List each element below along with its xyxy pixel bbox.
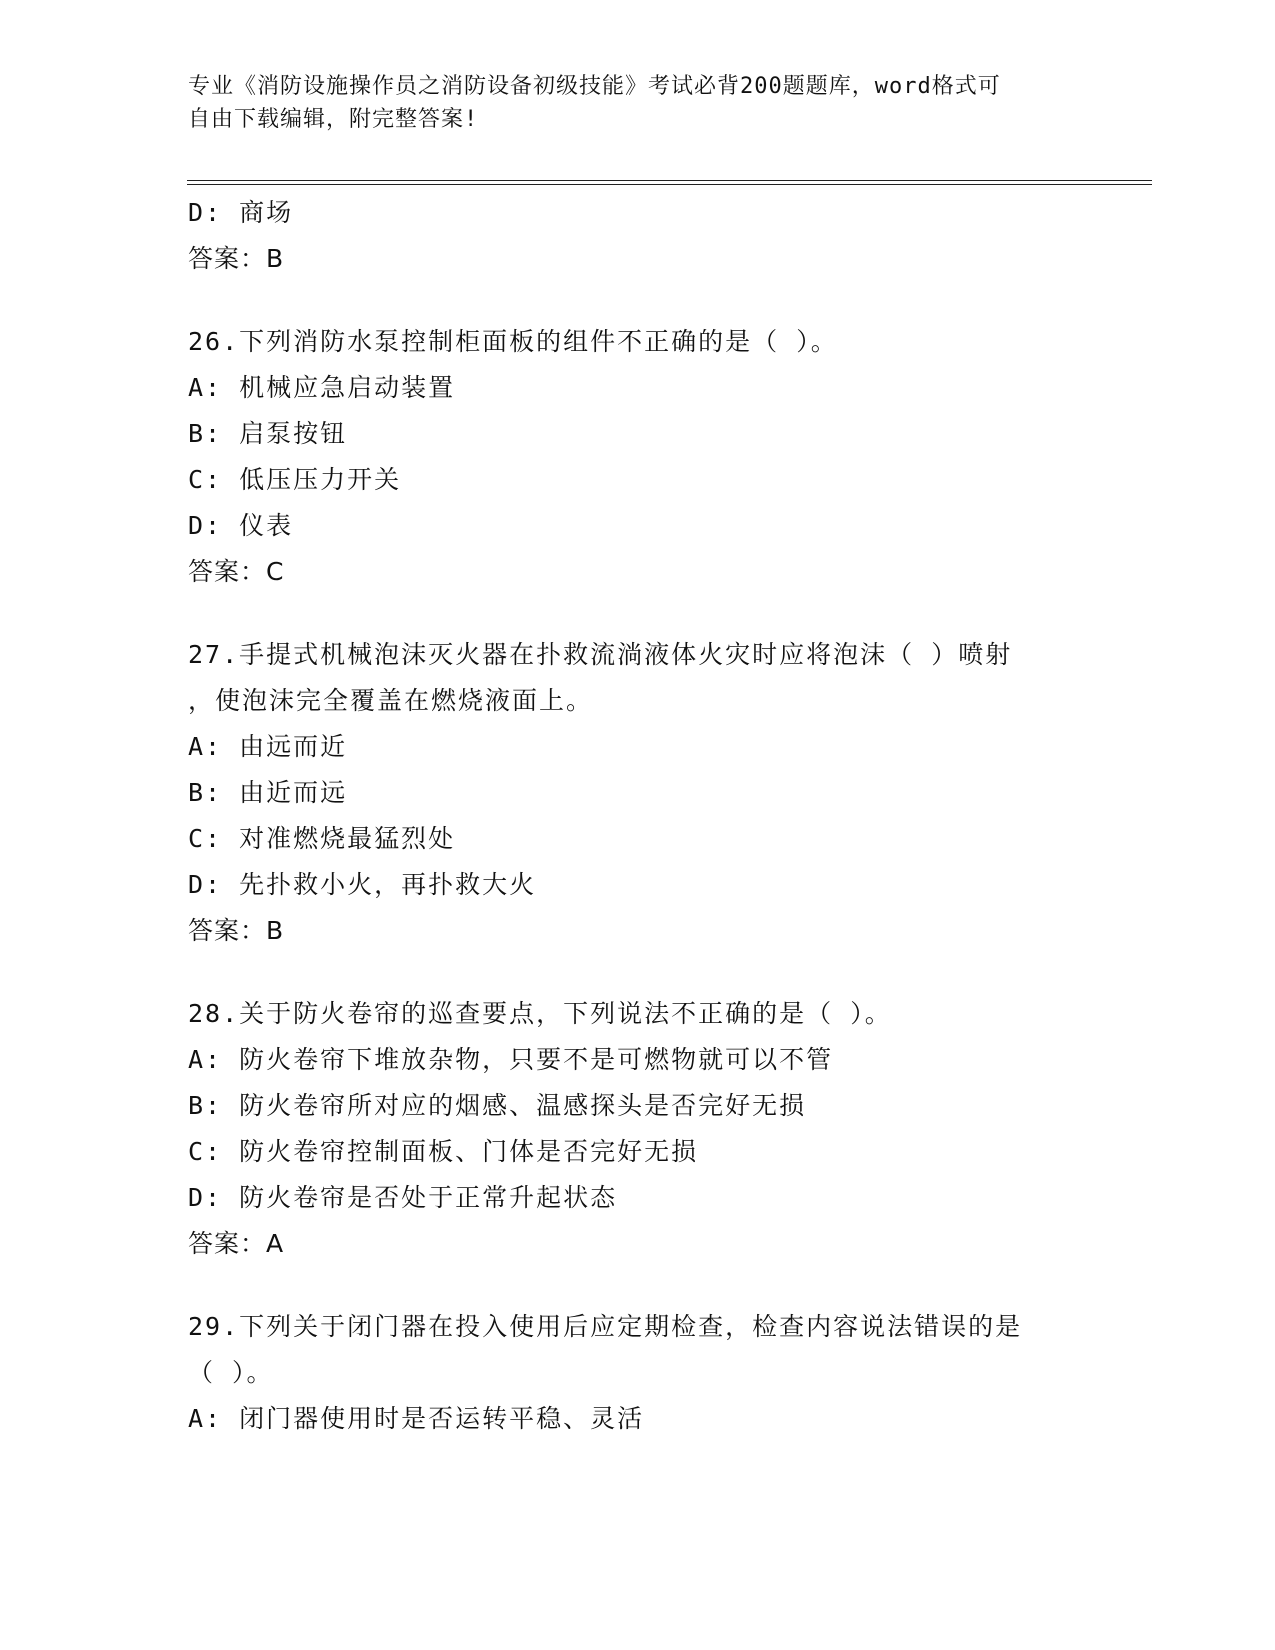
q28-option-a: A: 防火卷帘下堆放杂物，只要不是可燃物就可以不管 (188, 1045, 834, 1074)
q26-option-d: D: 仪表 (188, 511, 294, 540)
q26-option-c: C: 低压压力开关 (188, 465, 402, 494)
q28-option-d: D: 防火卷帘是否处于正常升起状态 (188, 1183, 618, 1212)
question-content (188, 190, 1088, 1442)
q27-option-d: D: 先扑救小火，再扑救大火 (188, 870, 537, 899)
q27-stem-line-1: 27.手提式机械泡沫灭火器在扑救流淌液体火灾时应将泡沫（ ）喷射 (188, 640, 1013, 669)
q29-stem-line-1: 29.下列关于闭门器在投入使用后应定期检查，检查内容说法错误的是 (188, 1312, 1023, 1341)
q26-option-a: A: 机械应急启动装置 (188, 373, 456, 402)
q25-option-d: D: 商场 (188, 198, 294, 227)
q28-option-c: C: 防火卷帘控制面板、门体是否完好无损 (188, 1137, 699, 1166)
q26-answer: 答案：C (188, 557, 285, 586)
header-line-2: 自由下载编辑，附完整答案! (188, 107, 479, 132)
q27-stem-line-2: ，使泡沫完全覆盖在燃烧液面上。 (188, 686, 594, 715)
q26-option-b: B: 启泵按钮 (188, 419, 348, 448)
q28-answer: 答案：A (188, 1229, 285, 1258)
header-divider (187, 180, 1152, 185)
q27-option-b: B: 由近而远 (188, 778, 348, 807)
q26-stem: 26.下列消防水泵控制柜面板的组件不正确的是（ ）。 (188, 327, 838, 356)
q29-option-a: A: 闭门器使用时是否运转平稳、灵活 (188, 1404, 645, 1433)
q29-stem-line-2: （ ）。 (188, 1358, 274, 1387)
q27-option-c: C: 对准燃烧最猛烈处 (188, 824, 456, 853)
page-header (188, 70, 1068, 136)
q25-answer: 答案：B (188, 244, 285, 273)
q28-option-b: B: 防火卷帘所对应的烟感、温感探头是否完好无损 (188, 1091, 807, 1120)
q27-answer: 答案：B (188, 916, 285, 945)
header-line-1: 专业《消防设施操作员之消防设备初级技能》考试必背200题题库，word格式可 (188, 74, 1001, 99)
q27-option-a: A: 由远而近 (188, 732, 348, 761)
q28-stem: 28.关于防火卷帘的巡查要点，下列说法不正确的是（ ）。 (188, 999, 892, 1028)
